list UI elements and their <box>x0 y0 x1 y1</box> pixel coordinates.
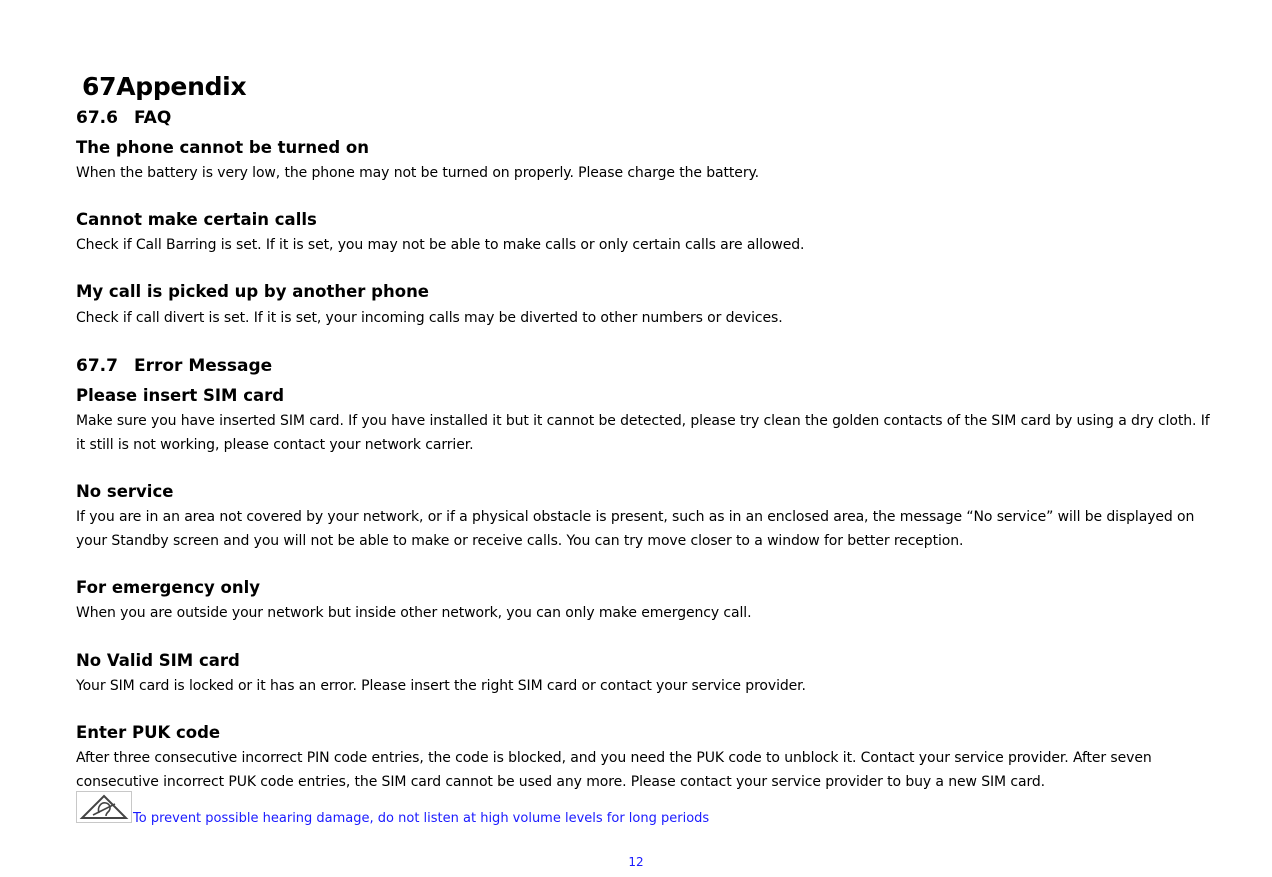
hearing-warning <box>76 791 710 826</box>
hearing-warning-text: To prevent possible hearing damage, do not listen at high volume levels for long periods <box>133 811 710 826</box>
error-item-body: Make sure you have inserted SIM card. If you have installed it but it cannot be detected, please try clean the golden contacts of the SIM card by using a dry cloth. If it still is not working, please contact your network carrier. <box>76 413 1210 453</box>
faq-item-title: The phone cannot be turned on <box>76 138 369 157</box>
chapter-title: 67Appendix <box>82 72 247 101</box>
faq-item-title: Cannot make certain calls <box>76 210 317 229</box>
error-item-title: Enter PUK code <box>76 723 221 742</box>
error-item-body: Your SIM card is locked or it has an error. Please insert the right SIM card or contact your service provider. <box>76 678 806 694</box>
faq-item-body: Check if call divert is set. If it is set, your incoming calls may be diverted to other numbers or devices. <box>76 310 783 326</box>
faq-item-title: My call is picked up by another phone <box>76 282 430 301</box>
error-item-body: If you are in an area not covered by your network, or if a physical obstacle is present, such as in an enclosed area, the message “No service” will be displayed on your Standby screen and you will not be able to make or receive calls. You can try move closer to a window for better reception. <box>76 509 1195 549</box>
error-item-title: No Valid SIM card <box>76 651 240 670</box>
error-item-title: No service <box>76 482 174 501</box>
section-number: 67.7 <box>76 356 118 376</box>
page-number: 12 <box>628 855 644 869</box>
section-heading-error-message <box>76 356 272 376</box>
error-item-body: When you are outside your network but inside other network, you can only make emergency call. <box>76 605 752 621</box>
faq-item-body: Check if Call Barring is set. If it is set, you may not be able to make calls or only certain calls are allowed. <box>76 237 805 253</box>
section-heading-faq <box>76 108 171 128</box>
error-item-body: After three consecutive incorrect PIN code entries, the code is blocked, and you need the PUK code to unblock it. Contact your service provider. After seven consecutive incorrect PUK code entries, the SIM card cannot be used any more. Please contact your service provider to buy a new SIM card. <box>76 750 1152 790</box>
section-title: Error Message <box>134 356 273 376</box>
error-item-title: Please insert SIM card <box>76 386 285 405</box>
error-item-title: For emergency only <box>76 578 261 597</box>
section-title: FAQ <box>134 108 172 128</box>
hearing-warning-icon <box>76 791 132 823</box>
section-number: 67.6 <box>76 108 118 128</box>
faq-item-body: When the battery is very low, the phone may not be turned on properly. Please charge the battery. <box>76 165 760 181</box>
